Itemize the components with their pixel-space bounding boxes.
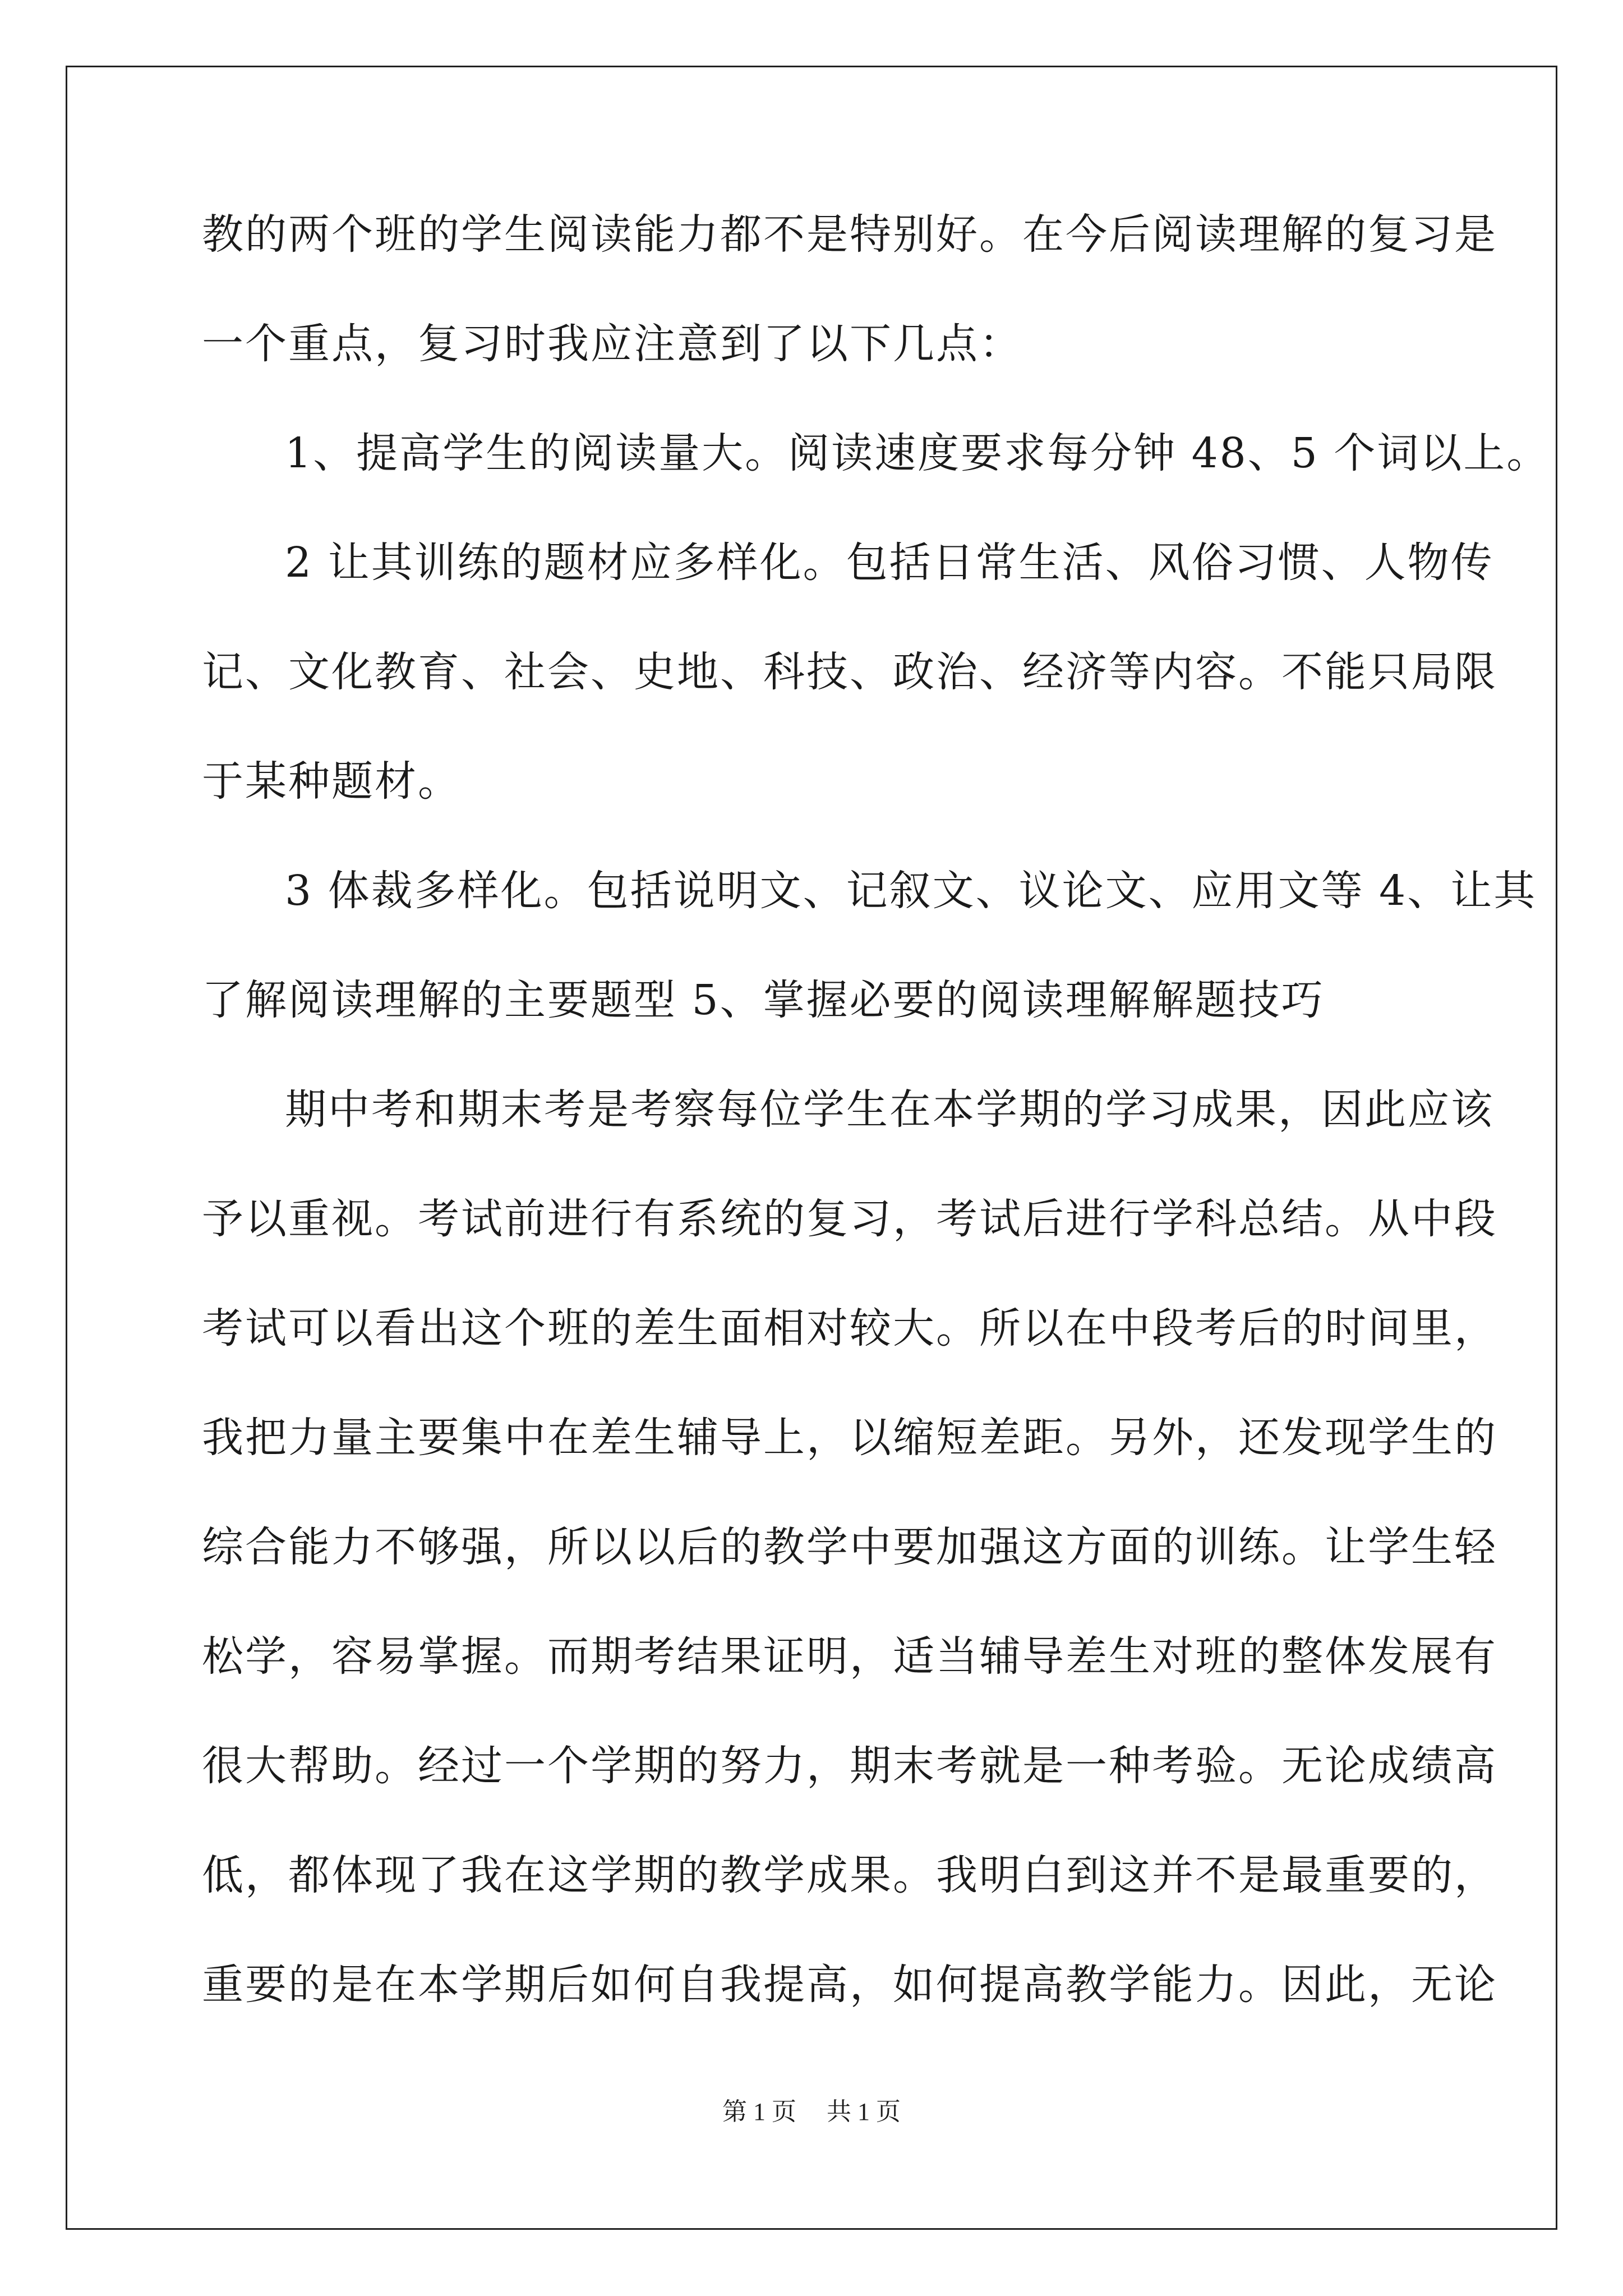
text-line: 低，都体现了我在这学期的教学成果。我明白到这并不是最重要的，: [202, 1851, 1497, 1899]
page-frame: [66, 66, 1557, 2230]
text-line: 2 让其训练的题材应多样化。包括日常生活、风俗习惯、人物传: [285, 539, 1494, 587]
text-line: 综合能力不够强，所以以后的教学中要加强这方面的训练。让学生轻: [202, 1523, 1497, 1571]
text-line: 3 体裁多样化。包括说明文、记叙文、议论文、应用文等 4、让其: [285, 867, 1537, 915]
text-line: 考试可以看出这个班的差生面相对较大。所以在中段考后的时间里，: [202, 1304, 1497, 1352]
page-total: 共 1 页: [827, 2098, 901, 2125]
text-line: 了解阅读理解的主要题型 5、掌握必要的阅读理解解题技巧: [202, 976, 1325, 1024]
page-number: 第 1 页: [722, 2098, 796, 2125]
page-footer: [0, 2095, 1623, 2129]
text-line: 很大帮助。经过一个学期的努力，期末考就是一种考验。无论成绩高: [202, 1742, 1497, 1790]
text-line: 我把力量主要集中在差生辅导上，以缩短差距。另外，还发现学生的: [202, 1414, 1497, 1462]
text-line: 于某种题材。: [202, 757, 461, 806]
text-line: 1、提高学生的阅读量大。阅读速度要求每分钟 48、5 个词以上。: [285, 429, 1550, 477]
text-line: 松学，容易掌握。而期考结果证明，适当辅导差生对班的整体发展有: [202, 1632, 1497, 1681]
text-line: 一个重点，复习时我应注意到了以下几点：: [202, 320, 1022, 368]
text-line: 记、文化教育、社会、史地、科技、政治、经济等内容。不能只局限: [202, 648, 1497, 696]
text-line: 期中考和期末考是考察每位学生在本学期的学习成果，因此应该: [285, 1085, 1494, 1134]
text-line: 予以重视。考试前进行有系统的复习，考试后进行学科总结。从中段: [202, 1195, 1497, 1243]
text-line: 教的两个班的学生阅读能力都不是特别好。在今后阅读理解的复习是: [202, 210, 1497, 259]
text-line: 重要的是在本学期后如何自我提高，如何提高教学能力。因此，无论: [202, 1961, 1497, 2009]
